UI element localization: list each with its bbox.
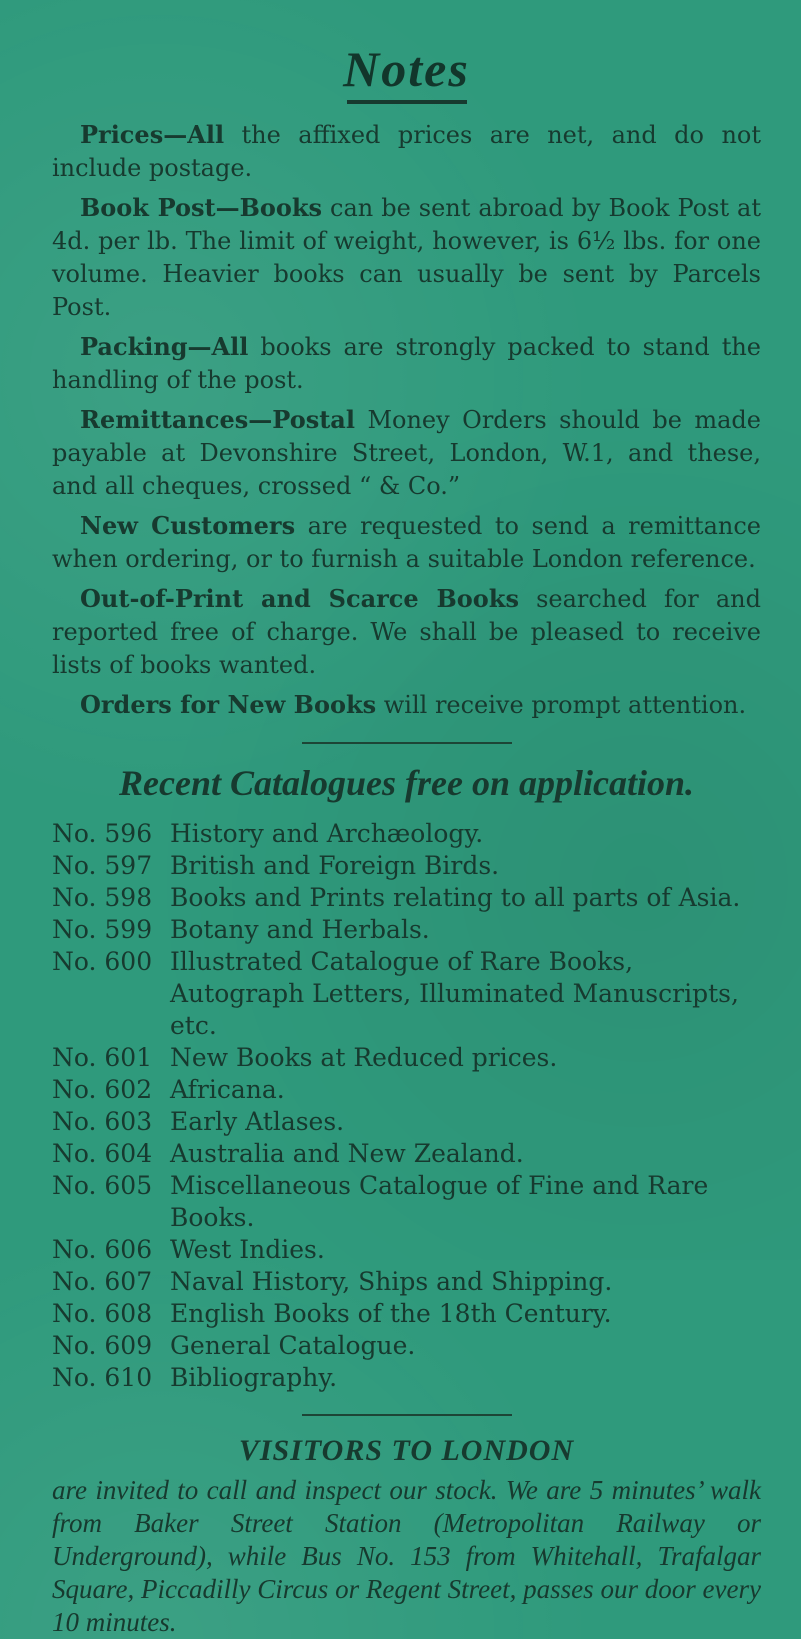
catalogue-number: No. 597 bbox=[52, 851, 153, 880]
list-item bbox=[52, 1234, 761, 1266]
catalogue-number: No. 609 bbox=[52, 1331, 153, 1360]
note-paragraph bbox=[52, 509, 761, 576]
title-underline bbox=[347, 100, 467, 104]
catalogue-title: Early Atlases. bbox=[170, 1107, 345, 1136]
catalogue-number: No. 603 bbox=[52, 1107, 153, 1136]
list-item bbox=[52, 1298, 761, 1330]
note-head: New Customers bbox=[80, 511, 296, 540]
catalogue-title: English Books of the 18th Century. bbox=[170, 1299, 612, 1328]
visitors-heading: VISITORS TO LONDON bbox=[238, 1434, 575, 1467]
list-item bbox=[52, 882, 761, 914]
catalogue-number: No. 596 bbox=[52, 819, 153, 848]
list-item bbox=[52, 850, 761, 882]
note-head: Remittances—Postal bbox=[80, 405, 355, 434]
catalogue-title: Australia and New Zealand. bbox=[170, 1139, 524, 1168]
list-item bbox=[52, 1106, 761, 1138]
visitors-text: are invited to call and inspect our stock. We are 5 minutes’ walk from Baker Street Station (Metropolitan Railway or Underground), while Bus No. 153 from Whitehall, Trafalgar Square, Piccadilly Circus or Regent Street, passes our door every 10 minutes. bbox=[52, 1475, 761, 1637]
catalogue-title: Botany and Herbals. bbox=[170, 915, 430, 944]
catalogue-title: New Books at Reduced prices. bbox=[170, 1043, 558, 1072]
catalogue-number: No. 602 bbox=[52, 1075, 153, 1104]
note-head: Packing—All bbox=[80, 332, 249, 361]
catalogue-title: History and Archæology. bbox=[170, 819, 484, 848]
catalogue-number: No. 601 bbox=[52, 1043, 153, 1072]
note-paragraph bbox=[52, 688, 761, 722]
page-title: Notes bbox=[343, 41, 470, 97]
list-item bbox=[52, 818, 761, 850]
catalogue-list bbox=[52, 818, 761, 1394]
note-head: Orders for New Books bbox=[80, 690, 377, 719]
catalogue-title: Naval History, Ships and Shipping. bbox=[170, 1267, 613, 1296]
note-text: will receive prompt attention. bbox=[376, 691, 747, 719]
catalogue-number: No. 610 bbox=[52, 1363, 153, 1392]
catalogue-title: Africana. bbox=[170, 1075, 285, 1104]
note-paragraph bbox=[52, 403, 761, 503]
catalogue-title: General Catalogue. bbox=[170, 1331, 416, 1360]
catalogue-number: No. 604 bbox=[52, 1139, 153, 1168]
note-text: are requested to send a remittance when ordering, or to furnish a suitable London reference. bbox=[52, 512, 761, 573]
note-text: the affixed prices are net, and do not include postage. bbox=[52, 121, 761, 182]
list-item bbox=[52, 1362, 761, 1394]
note-text: can be sent abroad by Book Post at 4d. per lb. The limit of weight, however, is 6½ lbs. for one volume. Heavier books can usually be sent by Parcels Post. bbox=[52, 194, 762, 321]
catalogues-section bbox=[52, 762, 761, 1394]
list-item bbox=[52, 1042, 761, 1074]
note-paragraph bbox=[52, 191, 761, 324]
catalogue-number: No. 605 bbox=[52, 1171, 153, 1200]
catalogue-number: No. 599 bbox=[52, 915, 153, 944]
note-head: Prices—All bbox=[80, 120, 225, 149]
catalogue-title: Books and Prints relating to all parts of Asia. bbox=[170, 883, 741, 912]
note-text: searched for and reported free of charge. We shall be pleased to receive lists of books wanted. bbox=[52, 585, 761, 679]
note-head: Book Post—Books bbox=[80, 193, 323, 222]
note-paragraph bbox=[52, 582, 761, 682]
catalogue-title: West Indies. bbox=[170, 1235, 325, 1264]
section-divider bbox=[302, 742, 512, 744]
note-paragraph bbox=[52, 330, 761, 397]
catalogues-heading: Recent Catalogues free on application. bbox=[119, 763, 694, 803]
note-head: Out-of-Print and Scarce Books bbox=[80, 584, 519, 613]
catalogue-title: Miscellaneous Catalogue of Fine and Rare Books. bbox=[170, 1171, 709, 1232]
catalogue-number: No. 598 bbox=[52, 883, 153, 912]
catalogue-title: Illustrated Catalogue of Rare Books, Autograph Letters, Illuminated Manuscripts, etc. bbox=[170, 947, 739, 1040]
note-text: books are strongly packed to stand the handling of the post. bbox=[52, 333, 761, 394]
catalogue-title: Bibliography. bbox=[170, 1363, 338, 1392]
list-item bbox=[52, 1170, 761, 1234]
list-item bbox=[52, 1330, 761, 1362]
list-item bbox=[52, 1138, 761, 1170]
note-paragraph bbox=[52, 118, 761, 185]
catalogue-title: British and Foreign Birds. bbox=[170, 851, 500, 880]
list-item bbox=[52, 1074, 761, 1106]
catalogue-number: No. 600 bbox=[52, 947, 153, 976]
list-item bbox=[52, 914, 761, 946]
catalogue-number: No. 608 bbox=[52, 1299, 153, 1328]
note-text: Money Orders should be made payable at Devonshire Street, London, W.1, and these, and all cheques, crossed “ & Co.” bbox=[52, 406, 761, 500]
list-item bbox=[52, 946, 761, 1042]
notes-section bbox=[52, 118, 761, 722]
visitors-section bbox=[52, 1434, 761, 1639]
catalogue-number: No. 607 bbox=[52, 1267, 153, 1296]
list-item bbox=[52, 1266, 761, 1298]
section-divider bbox=[302, 1414, 512, 1416]
catalogue-number: No. 606 bbox=[52, 1235, 153, 1264]
